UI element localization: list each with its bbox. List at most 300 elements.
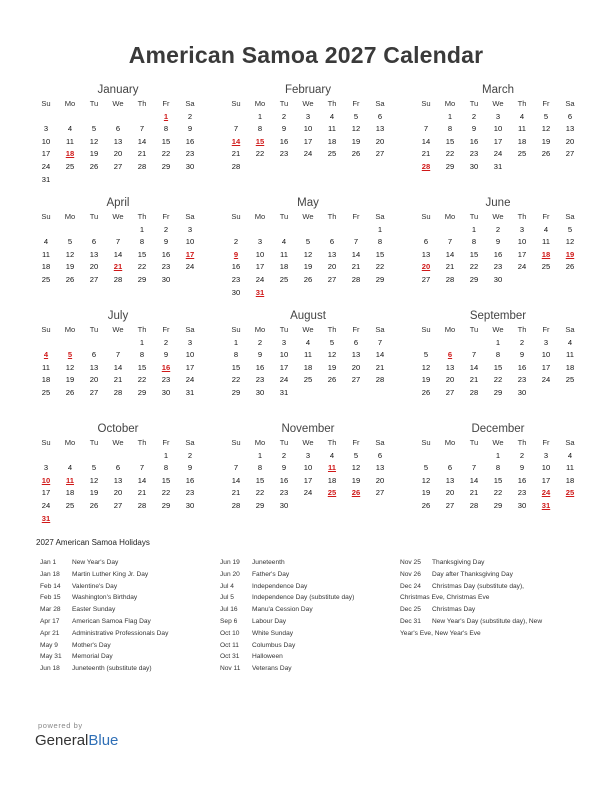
day-cell: 22 — [445, 149, 455, 159]
day-cell: 23 — [255, 375, 265, 385]
day-cell: 5 — [67, 237, 73, 247]
weekday-label: Mo — [254, 99, 266, 108]
holiday-column — [40, 557, 220, 675]
day-cell: 5 — [423, 350, 429, 360]
day-cell: 9 — [519, 350, 525, 360]
day-cell: 30 — [493, 274, 503, 284]
day-grid — [224, 437, 392, 513]
weekday-label: Su — [41, 212, 51, 221]
holiday-name: Halloween — [252, 653, 283, 661]
day-cell: 1 — [377, 224, 383, 234]
holiday-row — [220, 651, 400, 663]
day-cell: 9 — [257, 350, 263, 360]
weekday-label: Fr — [162, 438, 170, 447]
day-cell: 12 — [541, 124, 551, 134]
day-cell: 17 — [185, 362, 195, 372]
day-cell: 2 — [187, 111, 193, 121]
brand-logo[interactable] — [35, 732, 118, 749]
day-cell: 15 — [231, 362, 241, 372]
day-cell: 6 — [115, 124, 121, 134]
weekday-label: We — [112, 438, 124, 447]
day-grid — [224, 324, 392, 400]
holiday-name: Father's Day — [252, 570, 290, 578]
day-cell: 6 — [353, 337, 359, 347]
day-cell: 23 — [279, 488, 289, 498]
day-cell: 1 — [495, 337, 501, 347]
holiday-day: 19 — [565, 249, 575, 259]
day-cell: 6 — [91, 237, 97, 247]
empty-cell — [414, 224, 438, 237]
day-cell: 9 — [163, 237, 169, 247]
day-cell: 2 — [495, 224, 501, 234]
holiday-row — [40, 640, 220, 652]
month-name: March — [482, 84, 514, 96]
day-cell: 25 — [303, 375, 313, 385]
day-cell: 14 — [469, 475, 479, 485]
day-cell: 21 — [421, 149, 431, 159]
day-cell: 17 — [303, 136, 313, 146]
empty-cell — [438, 337, 462, 350]
day-cell: 12 — [351, 463, 361, 473]
holiday-date: May 31 — [40, 653, 62, 661]
holiday-day: 17 — [185, 249, 195, 259]
day-cell: 23 — [517, 375, 527, 385]
day-cell: 8 — [139, 350, 145, 360]
month-october — [34, 421, 202, 534]
holiday-name: White Sunday — [252, 629, 294, 637]
day-grid — [414, 437, 582, 513]
day-cell: 16 — [161, 249, 171, 259]
day-cell: 18 — [41, 262, 51, 272]
day-cell: 13 — [565, 124, 575, 134]
weekday-label: Sa — [375, 438, 385, 447]
holiday-name: Independence Day — [252, 582, 308, 590]
holiday-day: 20 — [421, 262, 431, 272]
holiday-date: Nov 25 — [400, 559, 421, 566]
holiday-name-continued: Christmas Eve, Christmas Eve — [400, 594, 490, 602]
day-cell: 10 — [41, 136, 51, 146]
holiday-date: Jan 18 — [40, 570, 60, 578]
holiday-day: 16 — [161, 362, 171, 372]
day-cell: 13 — [375, 463, 385, 473]
day-cell: 10 — [517, 237, 527, 247]
day-cell: 5 — [567, 224, 573, 234]
day-cell: 29 — [137, 274, 147, 284]
day-cell: 20 — [375, 475, 385, 485]
day-cell: 2 — [163, 224, 169, 234]
holidays-title: 2027 American Samoa Holidays — [36, 538, 150, 547]
weekday-label: Tu — [279, 99, 289, 108]
day-cell: 7 — [233, 463, 239, 473]
month-name: June — [485, 197, 511, 209]
day-cell: 6 — [91, 350, 97, 360]
holiday-date: Jun 18 — [40, 665, 60, 673]
weekday-label: Tu — [469, 212, 479, 221]
day-cell: 24 — [255, 274, 265, 284]
day-cell: 9 — [281, 463, 287, 473]
weekday-label: Fr — [352, 99, 360, 108]
empty-cell — [34, 337, 58, 350]
day-cell: 24 — [541, 375, 551, 385]
day-cell: 21 — [351, 262, 361, 272]
day-cell: 12 — [89, 136, 99, 146]
day-cell: 19 — [65, 375, 75, 385]
day-cell: 26 — [421, 387, 431, 397]
day-cell: 10 — [185, 350, 195, 360]
holiday-date: Apr 17 — [40, 617, 60, 625]
day-cell: 22 — [469, 262, 479, 272]
holiday-day: 26 — [351, 488, 361, 498]
holiday-name: Mother's Day — [72, 641, 111, 649]
weekday-label: Th — [327, 212, 337, 221]
day-cell: 15 — [161, 475, 171, 485]
weekday-label: We — [302, 212, 314, 221]
day-cell: 16 — [517, 475, 527, 485]
weekday-label: We — [302, 99, 314, 108]
day-cell: 10 — [541, 463, 551, 473]
day-cell: 11 — [566, 350, 574, 360]
day-grid — [414, 324, 582, 400]
day-cell: 18 — [565, 362, 575, 372]
weekday-label: Su — [421, 438, 431, 447]
day-cell: 26 — [89, 161, 99, 171]
weekday-label: Tu — [469, 99, 479, 108]
day-cell: 17 — [493, 136, 503, 146]
day-cell: 17 — [541, 475, 551, 485]
day-cell: 13 — [113, 475, 123, 485]
weekday-label: Fr — [162, 212, 170, 221]
day-cell: 6 — [115, 463, 121, 473]
holiday-name: Administrative Professionals Day — [72, 629, 169, 637]
holiday-day: 6 — [447, 350, 453, 360]
day-cell: 3 — [305, 111, 311, 121]
day-cell: 27 — [113, 500, 123, 510]
weekday-label: Su — [231, 325, 241, 334]
day-cell: 12 — [565, 237, 575, 247]
day-cell: 27 — [89, 387, 99, 397]
holiday-date: Jun 19 — [220, 559, 240, 566]
month-name: January — [97, 84, 139, 96]
empty-cell — [34, 224, 58, 237]
day-cell: 16 — [279, 475, 289, 485]
weekday-label: Sa — [565, 212, 575, 221]
weekday-label: Sa — [185, 212, 195, 221]
holiday-name: Juneteenth — [252, 559, 285, 566]
holiday-date: Apr 21 — [40, 629, 60, 637]
day-cell: 11 — [42, 362, 50, 372]
day-cell: 10 — [493, 124, 503, 134]
holiday-row — [220, 557, 400, 569]
holiday-name: New Year's Day — [72, 559, 119, 566]
weekday-label: Su — [421, 99, 431, 108]
day-cell: 10 — [303, 124, 313, 134]
day-cell: 16 — [517, 362, 527, 372]
day-cell: 18 — [565, 475, 575, 485]
day-cell: 5 — [543, 111, 549, 121]
holiday-date: Dec 25 — [400, 606, 421, 614]
day-cell: 15 — [137, 249, 147, 259]
day-cell: 19 — [541, 136, 551, 146]
day-cell: 23 — [469, 149, 479, 159]
day-cell: 28 — [231, 500, 241, 510]
day-cell: 29 — [493, 387, 503, 397]
day-cell: 29 — [161, 161, 171, 171]
weekday-label: Tu — [89, 325, 99, 334]
empty-cell — [224, 450, 248, 463]
weekday-label: Th — [137, 99, 147, 108]
day-cell: 15 — [493, 362, 503, 372]
day-cell: 22 — [137, 262, 147, 272]
weekday-label: Mo — [444, 325, 456, 334]
weekday-label: Fr — [352, 212, 360, 221]
day-cell: 9 — [281, 124, 287, 134]
empty-cell — [462, 450, 486, 463]
day-cell: 29 — [375, 274, 385, 284]
day-cell: 3 — [187, 337, 193, 347]
holiday-name: Columbus Day — [252, 641, 296, 649]
holiday-name: Veterans Day — [252, 665, 292, 673]
day-cell: 17 — [41, 488, 51, 498]
day-cell: 22 — [493, 488, 503, 498]
holiday-date: Oct 10 — [220, 629, 240, 637]
holiday-name: Martin Luther King Jr. Day — [72, 570, 149, 578]
day-cell: 4 — [67, 124, 73, 134]
day-cell: 27 — [351, 375, 361, 385]
day-cell: 4 — [305, 337, 311, 347]
holiday-day: 24 — [541, 488, 551, 498]
day-cell: 16 — [469, 136, 479, 146]
day-cell: 14 — [137, 475, 147, 485]
day-cell: 4 — [281, 237, 287, 247]
day-cell: 4 — [543, 224, 549, 234]
day-cell: 18 — [41, 375, 51, 385]
empty-cell — [296, 224, 320, 237]
day-cell: 27 — [445, 387, 455, 397]
weekday-label: We — [112, 99, 124, 108]
holiday-date: Jul 5 — [220, 594, 234, 602]
day-cell: 30 — [517, 500, 527, 510]
day-cell: 8 — [163, 463, 169, 473]
day-cell: 16 — [185, 475, 195, 485]
day-cell: 10 — [255, 249, 265, 259]
holiday-row — [40, 592, 220, 604]
empty-cell — [34, 111, 58, 124]
day-cell: 13 — [113, 136, 123, 146]
day-cell: 3 — [495, 111, 501, 121]
day-cell: 3 — [257, 237, 263, 247]
day-cell: 26 — [327, 375, 337, 385]
day-cell: 18 — [327, 136, 337, 146]
holiday-name: American Samoa Flag Day — [72, 617, 151, 625]
weekday-label: We — [492, 325, 504, 334]
day-cell: 8 — [233, 350, 239, 360]
day-cell: 5 — [423, 463, 429, 473]
day-cell: 28 — [113, 387, 123, 397]
empty-cell — [438, 450, 462, 463]
day-cell: 17 — [279, 362, 289, 372]
day-cell: 3 — [519, 224, 525, 234]
holiday-row — [220, 628, 400, 640]
day-cell: 20 — [351, 362, 361, 372]
weekday-label: Fr — [542, 325, 550, 334]
month-august — [224, 308, 392, 421]
holiday-row — [220, 616, 400, 628]
day-cell: 11 — [66, 136, 74, 146]
day-cell: 30 — [161, 274, 171, 284]
day-cell: 13 — [351, 350, 361, 360]
weekday-label: Th — [327, 99, 337, 108]
holiday-list — [40, 557, 580, 675]
day-cell: 11 — [566, 463, 574, 473]
holiday-name: Valentine's Day — [72, 582, 118, 590]
day-cell: 26 — [351, 149, 361, 159]
day-cell: 12 — [65, 362, 75, 372]
holiday-row — [220, 663, 400, 675]
month-name: September — [469, 310, 527, 322]
day-cell: 22 — [375, 262, 385, 272]
month-december — [414, 421, 582, 534]
weekday-label: Tu — [89, 212, 99, 221]
day-cell: 9 — [187, 463, 193, 473]
day-cell: 11 — [542, 237, 550, 247]
holiday-day: 11 — [327, 463, 337, 473]
empty-cell — [130, 450, 154, 463]
brand-general: General — [35, 732, 89, 749]
day-cell: 15 — [493, 475, 503, 485]
holiday-name: Labour Day — [252, 617, 287, 625]
day-cell: 23 — [161, 375, 171, 385]
day-cell: 19 — [303, 262, 313, 272]
day-cell: 28 — [137, 161, 147, 171]
day-cell: 27 — [445, 500, 455, 510]
holiday-name: Juneteenth (substitute day) — [72, 665, 152, 673]
day-cell: 24 — [493, 149, 503, 159]
weekday-label: Tu — [279, 212, 289, 221]
weekday-label: Th — [517, 99, 527, 108]
weekday-label: Th — [327, 325, 337, 334]
day-cell: 24 — [517, 262, 527, 272]
day-cell: 30 — [231, 287, 241, 297]
weekday-label: Th — [517, 212, 527, 221]
month-march — [414, 82, 582, 195]
day-cell: 8 — [447, 124, 453, 134]
day-cell: 24 — [185, 262, 195, 272]
weekday-label: Th — [517, 438, 527, 447]
day-cell: 29 — [161, 500, 171, 510]
day-cell: 29 — [493, 500, 503, 510]
day-cell: 15 — [161, 136, 171, 146]
day-cell: 8 — [471, 237, 477, 247]
empty-cell — [248, 224, 272, 237]
month-name: July — [107, 310, 129, 322]
day-cell: 4 — [329, 111, 335, 121]
day-cell: 5 — [91, 124, 97, 134]
day-cell: 27 — [375, 149, 385, 159]
day-cell: 21 — [375, 362, 385, 372]
day-cell: 21 — [231, 488, 241, 498]
page-title: American Samoa 2027 Calendar — [128, 42, 484, 68]
day-cell: 26 — [565, 262, 575, 272]
day-cell: 19 — [421, 375, 431, 385]
day-cell: 1 — [139, 337, 145, 347]
month-january — [34, 82, 202, 195]
day-cell: 31 — [41, 174, 51, 184]
day-cell: 19 — [327, 362, 337, 372]
day-cell: 6 — [329, 237, 335, 247]
day-cell: 13 — [445, 362, 455, 372]
day-cell: 3 — [43, 124, 49, 134]
day-cell: 25 — [565, 375, 575, 385]
weekday-label: Mo — [444, 438, 456, 447]
day-cell: 26 — [541, 149, 551, 159]
holiday-row — [40, 581, 220, 593]
day-cell: 20 — [89, 375, 99, 385]
day-cell: 23 — [279, 149, 289, 159]
month-name: February — [284, 84, 332, 96]
weekday-label: Sa — [375, 99, 385, 108]
day-cell: 14 — [231, 475, 241, 485]
day-cell: 18 — [517, 136, 527, 146]
day-cell: 2 — [233, 237, 239, 247]
day-cell: 28 — [231, 161, 241, 171]
day-cell: 1 — [257, 111, 263, 121]
day-cell: 28 — [375, 375, 385, 385]
day-cell: 20 — [445, 488, 455, 498]
day-cell: 24 — [185, 375, 195, 385]
day-cell: 15 — [469, 249, 479, 259]
day-cell: 17 — [517, 249, 527, 259]
empty-cell — [414, 111, 438, 124]
day-cell: 22 — [161, 149, 171, 159]
day-cell: 17 — [303, 475, 313, 485]
holiday-day: 18 — [541, 249, 551, 259]
holiday-date: Dec 24 — [400, 582, 421, 590]
holiday-date: Oct 11 — [220, 641, 239, 649]
empty-cell — [82, 224, 106, 237]
day-cell: 22 — [161, 488, 171, 498]
month-may — [224, 195, 392, 308]
day-cell: 2 — [163, 337, 169, 347]
holiday-row — [400, 616, 580, 628]
empty-cell — [58, 111, 82, 124]
day-cell: 25 — [279, 274, 289, 284]
holiday-date: Sep 6 — [220, 617, 238, 625]
month-name: November — [281, 423, 335, 435]
weekday-label: We — [302, 438, 314, 447]
day-cell: 30 — [185, 500, 195, 510]
day-cell: 27 — [565, 149, 575, 159]
day-cell: 11 — [304, 350, 312, 360]
day-cell: 1 — [139, 224, 145, 234]
weekday-label: Tu — [89, 99, 99, 108]
day-grid — [34, 437, 202, 525]
holiday-day: 31 — [541, 500, 551, 510]
day-cell: 25 — [517, 149, 527, 159]
weekday-label: Th — [137, 325, 147, 334]
day-cell: 7 — [471, 350, 477, 360]
holiday-day: 31 — [41, 513, 51, 523]
day-cell: 13 — [421, 249, 431, 259]
day-cell: 14 — [469, 362, 479, 372]
day-grid — [224, 211, 392, 299]
day-cell: 2 — [281, 111, 287, 121]
day-cell: 18 — [303, 362, 313, 372]
day-cell: 10 — [303, 463, 313, 473]
day-cell: 13 — [89, 362, 99, 372]
day-cell: 16 — [255, 362, 265, 372]
day-cell: 14 — [113, 362, 123, 372]
day-cell: 1 — [163, 450, 169, 460]
